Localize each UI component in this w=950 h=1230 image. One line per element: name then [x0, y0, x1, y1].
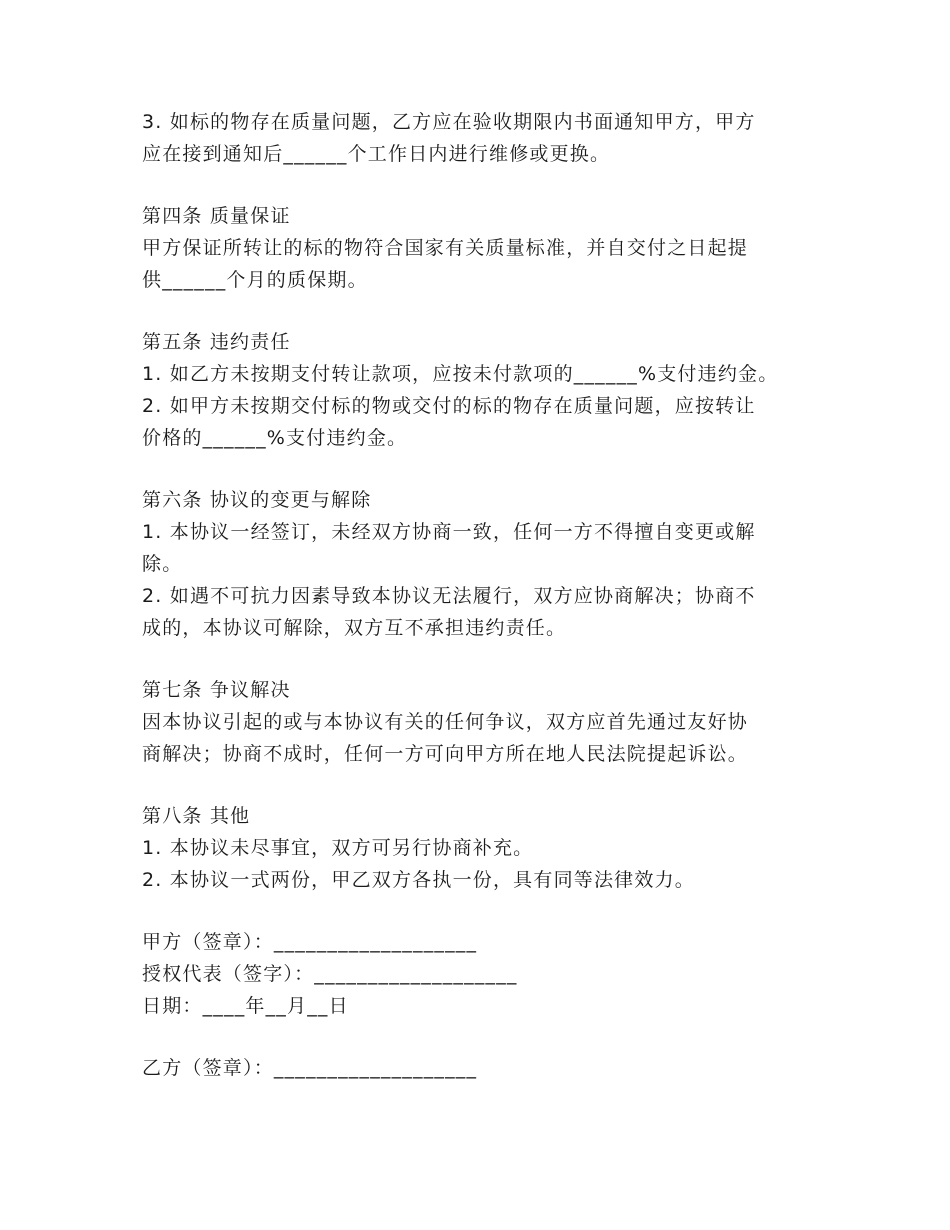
- article-5-item-2-line-2: 价格的______%支付违约金。: [142, 427, 408, 449]
- article-5-heading: 第五条 违约责任: [142, 331, 291, 353]
- article-6-item-1-line-2: 除。: [142, 553, 183, 575]
- contract-page: [142, 106, 842, 1084]
- article-4-line-2: 供______个月的质保期。: [142, 269, 368, 291]
- article-7-line-2: 商解决；协商不成时，任何一方可向甲方所在地人民法院提起诉讼。: [142, 743, 749, 765]
- paragraph-gap: [142, 170, 842, 200]
- article-4-heading: 第四条 质量保证: [142, 205, 291, 227]
- paragraph-gap: [142, 1022, 842, 1052]
- article-6-item-2-line-2: 成的，本协议可解除，双方互不承担违约责任。: [142, 617, 567, 639]
- article-8-item-1: 1. 本协议未尽事宜，双方可另行协商补充。: [142, 837, 534, 859]
- party-a-date-line: 日期：____年__月__日: [142, 995, 349, 1017]
- article-8-heading: 第八条 其他: [142, 805, 251, 827]
- paragraph-gap: [142, 454, 842, 484]
- paragraph-gap: [142, 296, 842, 326]
- article-8-item-2: 2. 本协议一式两份，甲乙双方各执一份，具有同等法律效力。: [142, 869, 695, 891]
- article-6-item-1-line-1: 1. 本协议一经签订，未经双方协商一致，任何一方不得擅自变更或解: [142, 521, 756, 543]
- party-b-signature-line: 乙方（签章）：___________________: [142, 1057, 478, 1079]
- article-7-line-1: 因本协议引起的或与本协议有关的任何争议，双方应首先通过友好协: [142, 711, 749, 733]
- article-5-item-2-line-1: 2. 如甲方未按期交付标的物或交付的标的物存在质量问题，应按转让: [142, 395, 756, 417]
- party-a-signature-line: 甲方（签章）：___________________: [142, 931, 478, 953]
- article-6-item-2-line-1: 2. 如遇不可抗力因素导致本协议无法履行，双方应协商解决；协商不: [142, 585, 756, 607]
- authorized-rep-signature-line: 授权代表（签字）：___________________: [142, 963, 518, 985]
- clause-3-line-2: 应在接到通知后______个工作日内进行维修或更换。: [142, 143, 611, 165]
- article-7-heading: 第七条 争议解决: [142, 679, 291, 701]
- clause-3-line-1: 3. 如标的物存在质量问题，乙方应在验收期限内书面通知甲方，甲方: [142, 111, 756, 133]
- paragraph-gap: [142, 770, 842, 800]
- paragraph-gap: [142, 896, 842, 926]
- article-5-item-1: 1. 如乙方未按期支付转让款项，应按未付款项的______%支付违约金。: [142, 363, 779, 385]
- paragraph-gap: [142, 644, 842, 674]
- article-4-line-1: 甲方保证所转让的标的物符合国家有关质量标准，并自交付之日起提: [142, 237, 749, 259]
- article-6-heading: 第六条 协议的变更与解除: [142, 489, 372, 511]
